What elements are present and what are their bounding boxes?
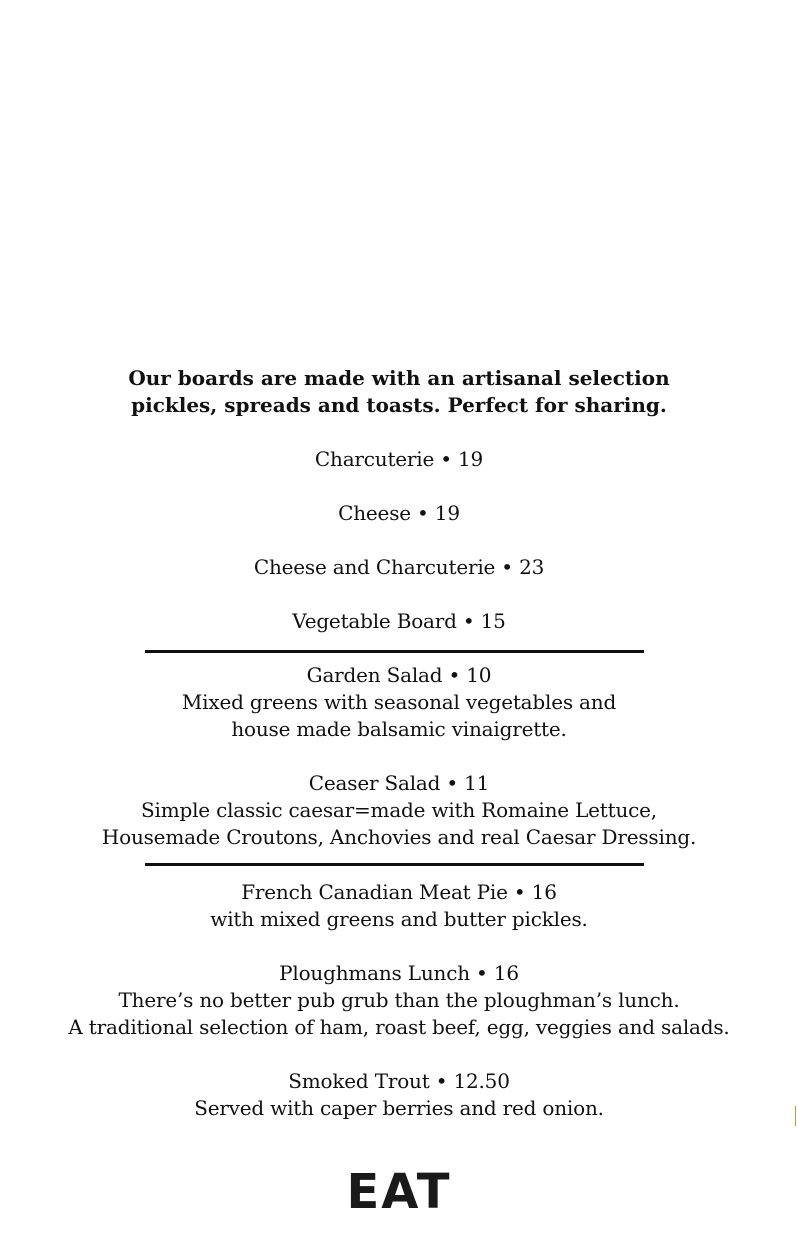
main-desc-smoked-trout: Served with caper berries and red onion. <box>194 1096 604 1120</box>
salad-desc-garden-2: house made balsamic vinaigrette. <box>231 717 567 741</box>
salad-desc-ceaser-2: Housemade Croutons, Anchovies and real Caesar Dressing. <box>101 825 697 849</box>
board-item-cheese: Cheese • 19 <box>338 501 460 525</box>
intro-line-1: Our boards are made with an artisanal selection <box>128 366 670 390</box>
salad-title-ceaser: Ceaser Salad • 11 <box>308 771 490 795</box>
section-divider <box>145 863 644 866</box>
main-desc-ploughmans-1: There’s no better pub grub than the ploughman’s lunch. <box>118 988 680 1012</box>
board-item-cheese-charcuterie: Cheese and Charcuterie • 23 <box>253 555 545 579</box>
main-title-smoked-trout: Smoked Trout • 12.50 <box>288 1069 510 1093</box>
main-title-ploughmans: Ploughmans Lunch • 16 <box>279 961 519 985</box>
board-item-charcuterie: Charcuterie • 19 <box>314 447 484 471</box>
edge-mark <box>795 1106 796 1126</box>
salad-title-garden: Garden Salad • 10 <box>306 663 492 687</box>
main-desc-meat-pie: with mixed greens and butter pickles. <box>210 907 588 931</box>
salad-desc-garden-1: Mixed greens with seasonal vegetables and <box>181 690 617 714</box>
eat-logo: EAT <box>346 1164 452 1220</box>
section-divider <box>145 650 644 653</box>
salad-desc-ceaser-1: Simple classic caesar=made with Romaine Lettuce, <box>141 798 657 822</box>
intro-line-2: pickles, spreads and toasts. Perfect for sharing. <box>131 393 667 417</box>
board-item-vegetable: Vegetable Board • 15 <box>292 609 506 633</box>
main-desc-ploughmans-2: A traditional selection of ham, roast beef, egg, veggies and salads. <box>68 1015 730 1039</box>
main-title-meat-pie: French Canadian Meat Pie • 16 <box>241 880 557 904</box>
